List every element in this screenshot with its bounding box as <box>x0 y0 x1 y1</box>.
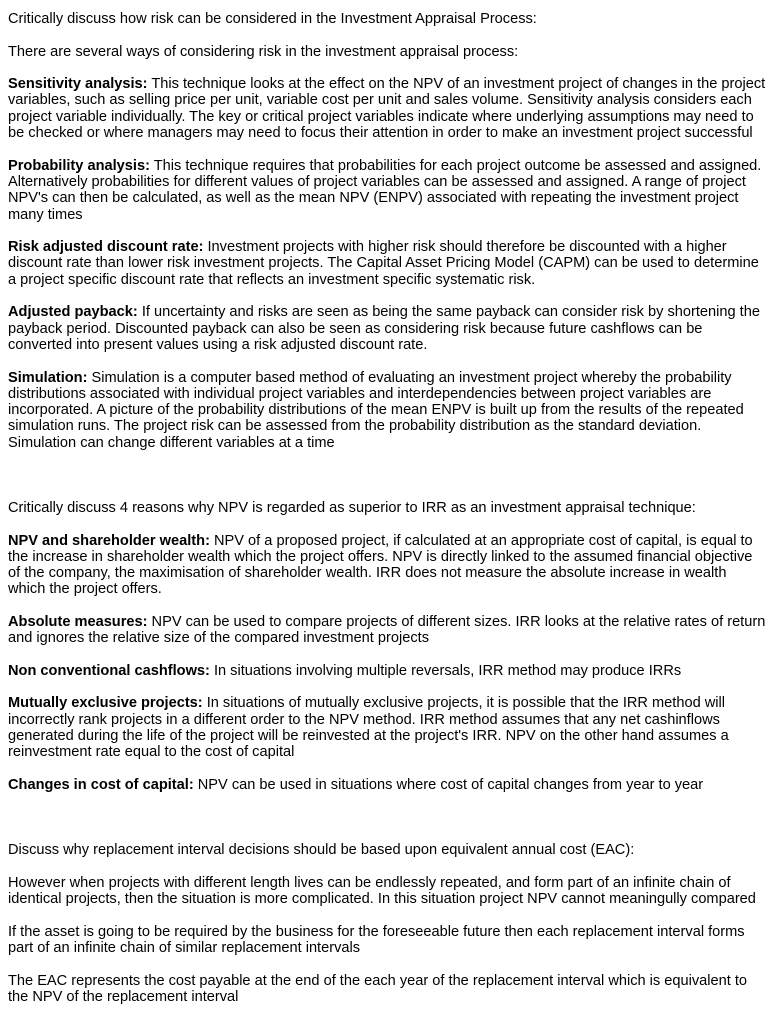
item-term: Sensitivity analysis: <box>8 76 148 93</box>
document <box>8 11 766 1021</box>
section-heading: Discuss why replacement interval decisions should be based upon equivalent annual cost (EAC): <box>8 842 635 859</box>
item-adjusted-payback <box>8 304 766 353</box>
item-term: Probability analysis: <box>8 157 150 174</box>
section-risk <box>8 11 766 451</box>
item-mutually-exclusive-projects <box>8 695 766 760</box>
item-term: Simulation: <box>8 369 88 386</box>
item-text: Simulation is a computer based method of evaluating an investment project whereby the probability distributions associated with individual project variables and interdependencies between project variables are incorporated. A picture of the probability distributions of the mean ENPV is built up from the results of the repeated simulation runs. The project risk can be assessed from the probability distribution as the standard deviation. Simulation can change different variables at a time <box>8 369 744 451</box>
item-term: Absolute measures: <box>8 613 148 630</box>
item-text: NPV can be used in situations where cost of capital changes from year to year <box>193 776 704 793</box>
item-text: In situations involving multiple reversals, IRR method may produce IRRs <box>209 662 682 679</box>
item-text: This technique looks at the effect on the NPV of an investment project of changes in the project variables, such as selling price per unit, variable cost per unit and sales volume. Sensitivity analysis considers each project variable individually. The key or critical project variables indicate where underlying assumptions may need to be checked or where managers may need to focus their attention in order to make an investment project successful <box>8 76 766 142</box>
item-text: In situations of mutually exclusive projects, it is possible that the IRR method will incorrectly rank projects in a different order to the NPV method. IRR method assumes that any net cashinflows generated during the life of the project will be reinvested at the project's IRR. NPV on the other hand assumes a reinvestment rate equal to the cost of capital <box>8 695 729 761</box>
section-intro: There are several ways of considering risk in the investment appraisal process: <box>8 43 519 60</box>
paragraph: However when projects with different length lives can be endlessly repeated, and form part of an infinite chain of identical projects, then the situation is more complicated. In this situation project NPV cannot meaningully compared <box>8 874 756 908</box>
item-term: Risk adjusted discount rate: <box>8 239 204 256</box>
section-heading: Critically discuss how risk can be considered in the Investment Appraisal Process: <box>8 11 537 27</box>
paragraph: The EAC represents the cost payable at the end of the each year of the replacement interval which is equivalent to the NPV of the replacement interval <box>8 972 748 1005</box>
item-simulation <box>8 370 766 451</box>
paragraph: If the asset is going to be required by the business for the foreseeable future then each replacement interval forms part of an infinite chain of similar replacement intervals <box>8 923 745 956</box>
item-term: Changes in cost of capital: <box>8 776 194 793</box>
section-npv-vs-irr <box>8 500 766 793</box>
section-eac <box>8 842 766 1005</box>
item-non-conventional-cashflows <box>8 663 766 679</box>
item-term: Non conventional cashflows: <box>8 662 210 679</box>
item-sensitivity-analysis <box>8 76 766 141</box>
item-npv-shareholder-wealth <box>8 533 766 598</box>
item-text: NPV of a proposed project, if calculated at an appropriate cost of capital, is equal to the increase in shareholder wealth which the project offers. NPV is directly linked to the assumed financial objective of the company, the maximisation of shareholder wealth. IRR does not measure the absolute increase in wealth which the project offers. <box>8 532 753 598</box>
item-changes-cost-of-capital <box>8 777 766 793</box>
item-term: Adjusted payback: <box>8 304 138 321</box>
item-probability-analysis <box>8 158 766 223</box>
item-risk-adjusted-discount-rate <box>8 239 766 288</box>
item-text: NPV can be used to compare projects of different sizes. IRR looks at the relative rates of return and ignores the relative size of the compared investment projects <box>8 613 766 647</box>
item-text: Investment projects with higher risk should therefore be discounted with a higher discount rate than lower risk investment projects. The Capital Asset Pricing Model (CAPM) can be used to determine a project specific discount rate that reflects an investment specific systematic risk. <box>8 239 759 288</box>
item-absolute-measures <box>8 614 766 647</box>
item-term: NPV and shareholder wealth: <box>8 532 210 549</box>
section-spacer <box>8 810 766 843</box>
item-term: Mutually exclusive projects: <box>8 695 203 712</box>
section-spacer <box>8 467 766 500</box>
item-text: This technique requires that probabilities for each project outcome be assessed and assigned. Alternatively probabilities for different values of project variables can be assessed and assigned. A range of project NPV's can then be calculated, as well as the mean NPV (ENPV) associated with repeating the investment project many times <box>8 157 762 223</box>
item-text: If uncertainty and risks are seen as being the same payback can consider risk by shortening the payback period. Discounted payback can also be seen as considering risk because future cashflows can be converted into present values using a risk adjusted discount rate. <box>8 304 760 353</box>
section-heading: Critically discuss 4 reasons why NPV is regarded as superior to IRR as an investment appraisal technique: <box>8 499 696 516</box>
